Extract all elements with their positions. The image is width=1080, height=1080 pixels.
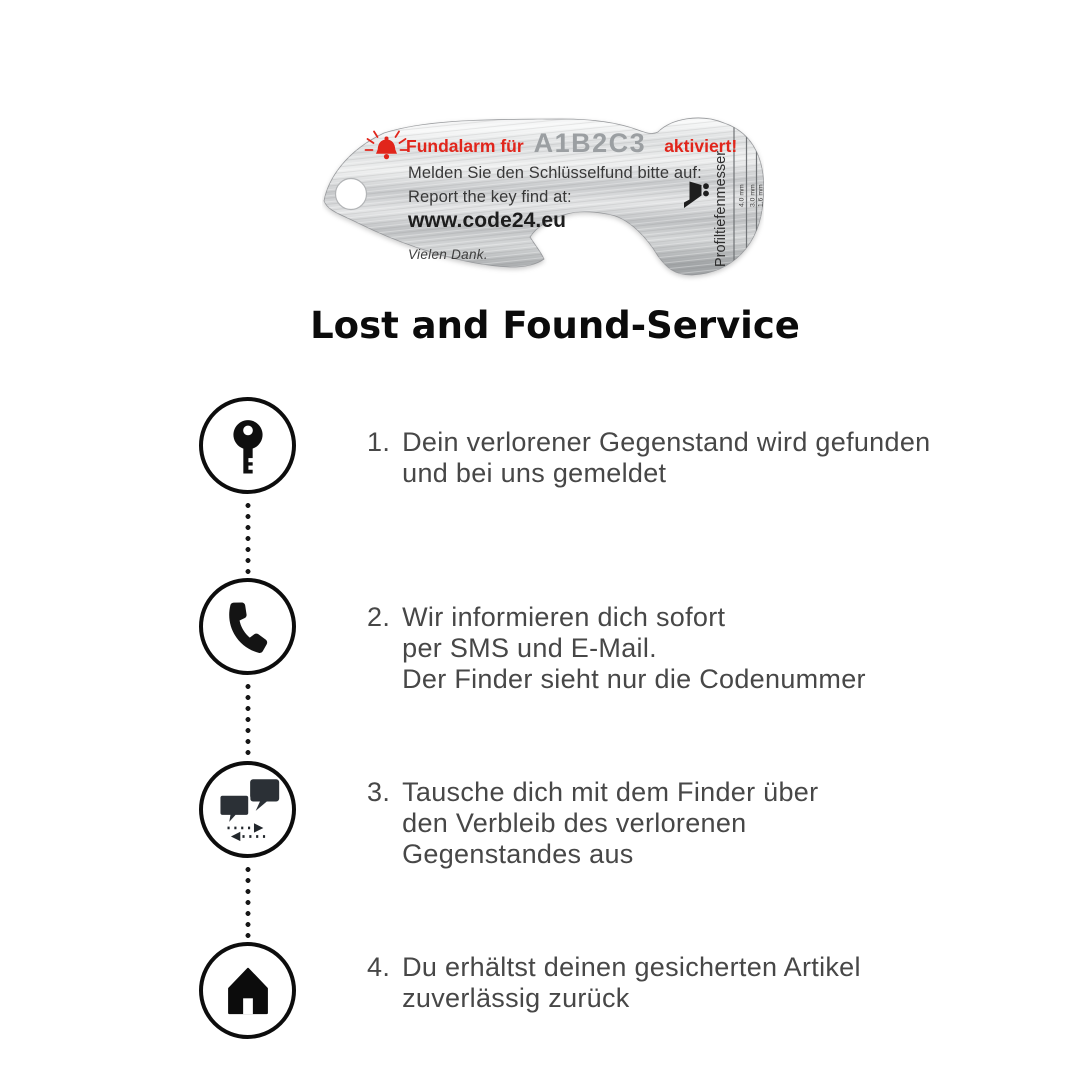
gauge-mark: 1.6 mm (757, 184, 764, 207)
step-2-circle (199, 578, 296, 675)
step-line: zuverlässig zurück (402, 983, 630, 1013)
service-url: www.code24.eu (408, 209, 567, 232)
step-number: 4. (367, 952, 391, 982)
chat-exchange-icon (207, 769, 289, 851)
dotted-connector (245, 500, 251, 574)
step-line: und bei uns gemeldet (402, 458, 667, 488)
step-lines (402, 952, 861, 1014)
report-line-english: Report the key find at: (408, 188, 572, 206)
gauge-label: Profiltiefenmesser (713, 150, 729, 267)
step-line: Tausche dich mit dem Finder über (402, 777, 819, 807)
phone-icon (211, 590, 285, 664)
report-line-german: Melden Sie den Schlüsselfund bitte auf: (408, 164, 702, 182)
code-number: A1B2C3 (533, 128, 647, 158)
keyring-hole (336, 179, 367, 210)
key-icon (208, 406, 288, 486)
step-3-text (367, 777, 818, 870)
thanks-note: Vielen Dank. (408, 247, 488, 262)
step-line: per SMS und E-Mail. (402, 633, 657, 663)
step-lines (402, 602, 866, 695)
gauge-mark-labels (739, 184, 765, 207)
tag-header (406, 130, 737, 157)
step-line: Du erhältst deinen gesicherten Artikel (402, 952, 861, 982)
step-3-circle (199, 761, 296, 858)
step-4-circle (199, 942, 296, 1039)
step-lines (402, 777, 818, 870)
home-icon (209, 952, 287, 1030)
step-number: 2. (367, 602, 391, 632)
dotted-connector (245, 681, 251, 755)
step-lines (402, 427, 930, 489)
key-tag (322, 117, 764, 283)
step-line: Der Finder sieht nur die Codenummer (402, 664, 866, 694)
step-line: den Verbleib des verlorenen (402, 808, 747, 838)
step-line: Dein verlorener Gegenstand wird gefunden (402, 427, 931, 457)
step-1-circle (199, 397, 296, 494)
alarm-suffix-label: aktiviert! (664, 136, 738, 156)
step-2-text (367, 602, 866, 695)
page-title: Lost and Found-Service (310, 304, 800, 347)
step-1-text (367, 427, 930, 489)
gauge-mark: 4.0 mm (738, 184, 746, 207)
step-number: 3. (367, 777, 391, 807)
gauge-mark: 3.0 mm (749, 184, 757, 207)
dotted-connector (245, 864, 251, 938)
step-number: 1. (367, 427, 391, 457)
step-4-text (367, 952, 861, 1014)
step-line: Wir informieren dich sofort (402, 602, 726, 632)
step-line: Gegenstandes aus (402, 839, 634, 869)
alarm-prefix-label: Fundalarm für (406, 136, 524, 156)
